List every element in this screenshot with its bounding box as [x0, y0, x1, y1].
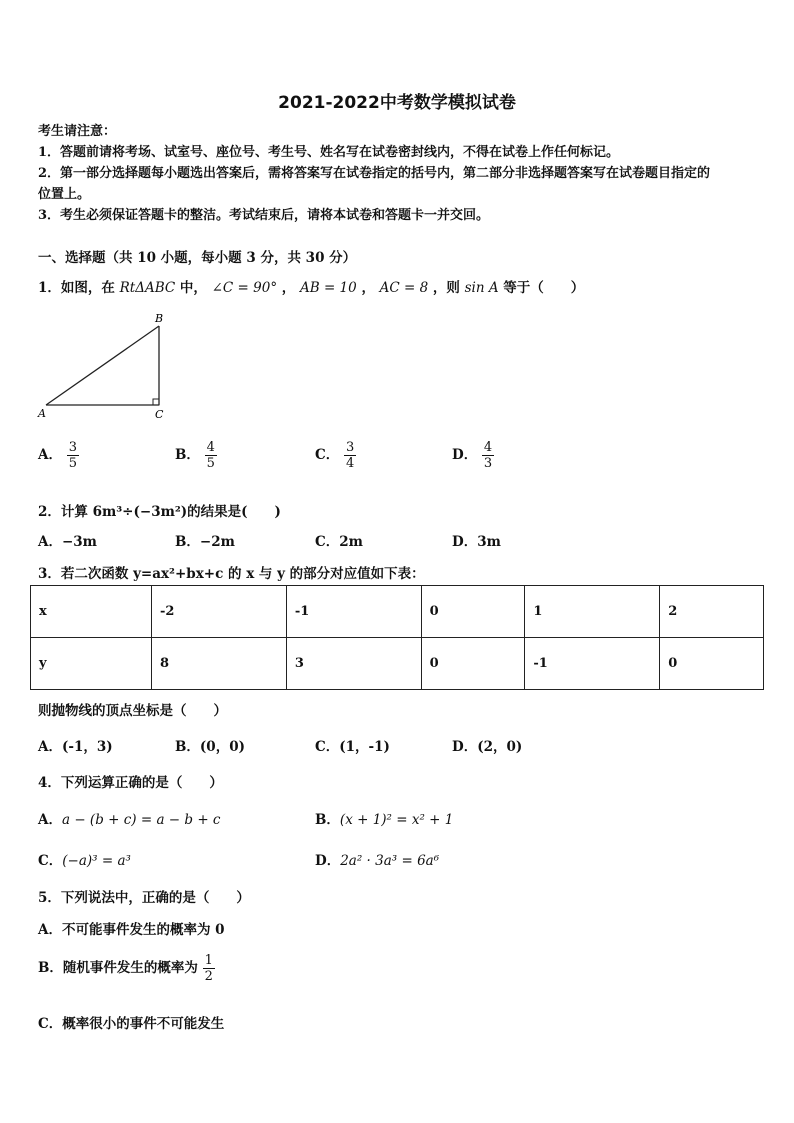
q4-option-c[interactable]: C．(−a)³ = a³ [38, 853, 131, 869]
expression: a − (b + c) = a − b + c [61, 812, 221, 828]
table-cell: 0 [421, 638, 525, 690]
notice-item-2: 2．第一部分选择题每小题选出答案后，需将答案写在试卷指定的括号内，第二部分非选择题答案写在试卷题目指定的 [38, 166, 711, 181]
q2-option-a[interactable]: A．−3m [38, 534, 97, 550]
question-3-follow: 则抛物线的顶点坐标是（ ） [38, 703, 227, 719]
question-2-stem: 2．计算 6m³÷(−3m²)的结果是( ) [38, 504, 281, 520]
expression: (−a)³ = a³ [62, 853, 131, 869]
q3-option-b[interactable]: B．(0，0) [175, 739, 245, 755]
expression: (x + 1)² = x² + 1 [339, 812, 454, 828]
question-3-stem: 3．若二次函数 y=ax²+bx+c 的 x 与 y 的部分对应值如下表： [38, 566, 425, 582]
q4-option-b[interactable]: B．(x + 1)² = x² + 1 [315, 812, 454, 828]
table-cell: -1 [525, 638, 660, 690]
q3-option-a[interactable]: A．(-1，3) [38, 739, 113, 755]
q5-option-c[interactable]: C．概率很小的事件不可能发生 [38, 1016, 225, 1032]
table-cell: 1 [525, 586, 660, 638]
table-cell: 3 [286, 638, 421, 690]
ab-length: AB = 10 [299, 280, 357, 296]
q2-option-d[interactable]: D．3m [452, 534, 501, 550]
q3-option-d[interactable]: D．(2，0) [452, 739, 523, 755]
q5-option-b[interactable]: B．随机事件发生的概率为 $\frac{1}{2}$ [38, 953, 213, 984]
notice-heading: 考生请注意： [38, 124, 117, 139]
table-cell: y [31, 638, 152, 690]
expression: 2a² · 3a³ = 6a⁶ [340, 853, 440, 869]
sin-a: sin A [464, 280, 499, 296]
triangle-name: RtΔABC [119, 280, 176, 296]
table-cell: x [31, 586, 152, 638]
q4-option-a[interactable]: A．a − (b + c) = a − b + c [38, 812, 221, 828]
q1-option-c[interactable]: C． $\frac{3}{4}$ [315, 440, 355, 471]
vertex-a-label: A [38, 407, 46, 420]
q5-option-a[interactable]: A．不可能事件发生的概率为 0 [38, 922, 225, 938]
angle-condition: ∠C = 90° [211, 280, 278, 296]
fraction: $\frac{4}{3}$ [483, 440, 493, 471]
question-4-stem: 4．下列运算正确的是（ ） [38, 775, 223, 791]
notice-item-1: 1．答题前请将考场、试室号、座位号、考生号、姓名写在试卷密封线内，不得在试卷上作任何标记。 [38, 145, 620, 160]
table-cell: 2 [660, 586, 764, 638]
section-heading: 一、选择题（共 10 小题，每小题 3 分，共 30 分） [38, 250, 357, 266]
table-row-y [31, 638, 764, 690]
vertex-c-label: C [155, 408, 164, 421]
question-1-stem: 1．如图，在 RtΔABC 中， ∠C = 90° ， AB = 10 ， AC = 8 ，则 sin A 等于（ ） [38, 280, 585, 296]
q1-option-a[interactable]: A． $\frac{3}{5}$ [38, 440, 77, 471]
table-row-x [31, 586, 764, 638]
fraction: $\frac{3}{5}$ [68, 440, 77, 471]
q2-option-c[interactable]: C．2m [315, 534, 363, 550]
table-cell: 0 [660, 638, 764, 690]
ac-length: AC = 8 [379, 280, 429, 296]
right-triangle-figure [34, 310, 184, 425]
notice-item-2-cont: 位置上。 [38, 187, 91, 202]
q1-option-d[interactable]: D． $\frac{4}{3}$ [452, 440, 493, 471]
table-cell: -2 [152, 586, 287, 638]
value-table [30, 585, 764, 690]
fraction: $\frac{1}{2}$ [204, 953, 213, 984]
fraction: $\frac{3}{4}$ [345, 440, 355, 471]
side-ab [46, 326, 159, 405]
q4-option-d[interactable]: D．2a² · 3a³ = 6a⁶ [315, 853, 440, 869]
fraction: $\frac{4}{5}$ [206, 440, 215, 471]
q1-option-b[interactable]: B． $\frac{4}{5}$ [175, 440, 215, 471]
right-angle-mark [153, 399, 159, 405]
question-5-stem: 5．下列说法中，正确的是（ ） [38, 890, 250, 906]
vertex-b-label: B [155, 312, 164, 325]
table-cell: 0 [421, 586, 525, 638]
notice-item-3: 3．考生必须保证答题卡的整洁。考试结束后，请将本试卷和答题卡一并交回。 [38, 208, 490, 223]
page-title: 2021-2022中考数学模拟试卷 [278, 93, 516, 113]
table-cell: 8 [152, 638, 287, 690]
table-cell: -1 [286, 586, 421, 638]
q2-option-b[interactable]: B．−2m [175, 534, 235, 550]
q3-option-c[interactable]: C．(1，-1) [315, 739, 390, 755]
